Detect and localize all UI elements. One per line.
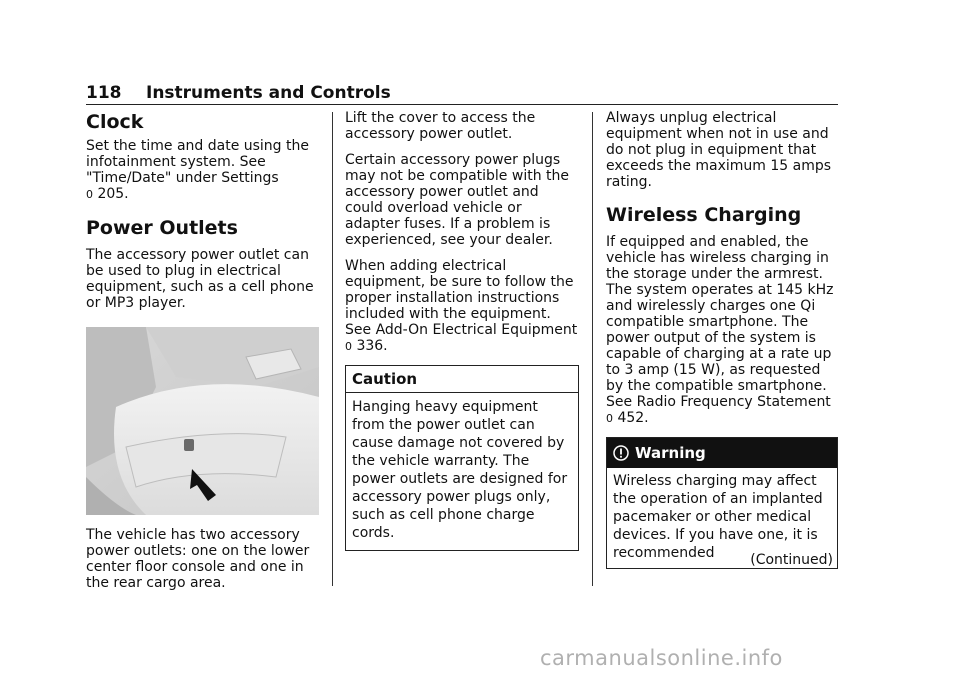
page-number: 118 <box>86 83 122 103</box>
warning-title: Warning <box>635 444 706 462</box>
warning-icon <box>613 445 629 461</box>
header-rule <box>86 104 838 105</box>
page-ref-icon: 0 <box>86 188 93 201</box>
power-outlets-heading: Power Outlets <box>86 217 238 239</box>
column-3 <box>606 110 838 569</box>
watermark: carmanualsonline.info <box>540 646 783 670</box>
column-1 <box>86 110 322 601</box>
column-divider-2 <box>592 112 593 586</box>
section-title: Instruments and Controls <box>146 83 391 103</box>
adding-equipment-paragraph: When adding electrical equipment, be sure to follow the proper installation instructions included with the equipment. See Add-On Electrical Equipment 0 336. <box>345 258 578 354</box>
caution-title: Caution <box>346 366 578 393</box>
clock-heading: Clock <box>86 111 144 133</box>
unplug-paragraph: Always unplug electrical equipment when not in use and do not plug in equipment that exceeds the maximum 15 amps rating. <box>606 110 832 190</box>
page-header <box>86 80 838 106</box>
wireless-charging-paragraph: If equipped and enabled, the vehicle has wireless charging in the storage under the armrest. The system operates at 145 kHz and wirelessly charges one Qi compatible smartphone. The power output of the system is capable of charging at a rate up to 3 amp (15 W), as requested by the compatible smartphone. See Radio Frequency Statement 0 452. <box>606 234 834 426</box>
caution-text: Hanging heavy equipment from the power outlet can cause damage not covered by the vehicle warranty. The power outlets are designed for accessory power plugs only, such as cell phone charge cords. <box>352 399 568 541</box>
column-2 <box>345 110 579 551</box>
column-divider-1 <box>332 112 333 586</box>
continued-label: (Continued) <box>746 552 833 568</box>
compatibility-paragraph: Certain accessory power plugs may not be compatible with the accessory power outlet and could overload vehicle or adapter fuses. If a problem is experienced, see your dealer. <box>345 152 569 248</box>
clock-xref-page: 205. <box>97 186 129 202</box>
lift-cover-paragraph: Lift the cover to access the accessory power outlet. <box>345 110 536 142</box>
two-outlets-paragraph: The vehicle has two accessory power outlets: one on the lower center floor console and one in the rear cargo area. <box>86 527 310 591</box>
power-outlets-intro: The accessory power outlet can be used to plug in electrical equipment, such as a cell phone or MP3 player. <box>86 247 314 311</box>
caution-box <box>345 365 579 551</box>
wireless-charging-heading: Wireless Charging <box>606 204 802 226</box>
page-ref-icon: 0 <box>606 412 613 425</box>
warning-title-bar <box>607 438 837 468</box>
warning-box <box>606 437 838 569</box>
clock-paragraph: Set the time and date using the infotainment system. See "Time/Date" under Settings 0 205. <box>86 138 309 202</box>
warning-text: Wireless charging may affect the operation of an implanted pacemaker or other medical devices. If you have one, it is recommended <box>613 473 823 561</box>
page-ref-icon: 0 <box>345 340 352 353</box>
console-outlet-photo <box>86 327 319 515</box>
